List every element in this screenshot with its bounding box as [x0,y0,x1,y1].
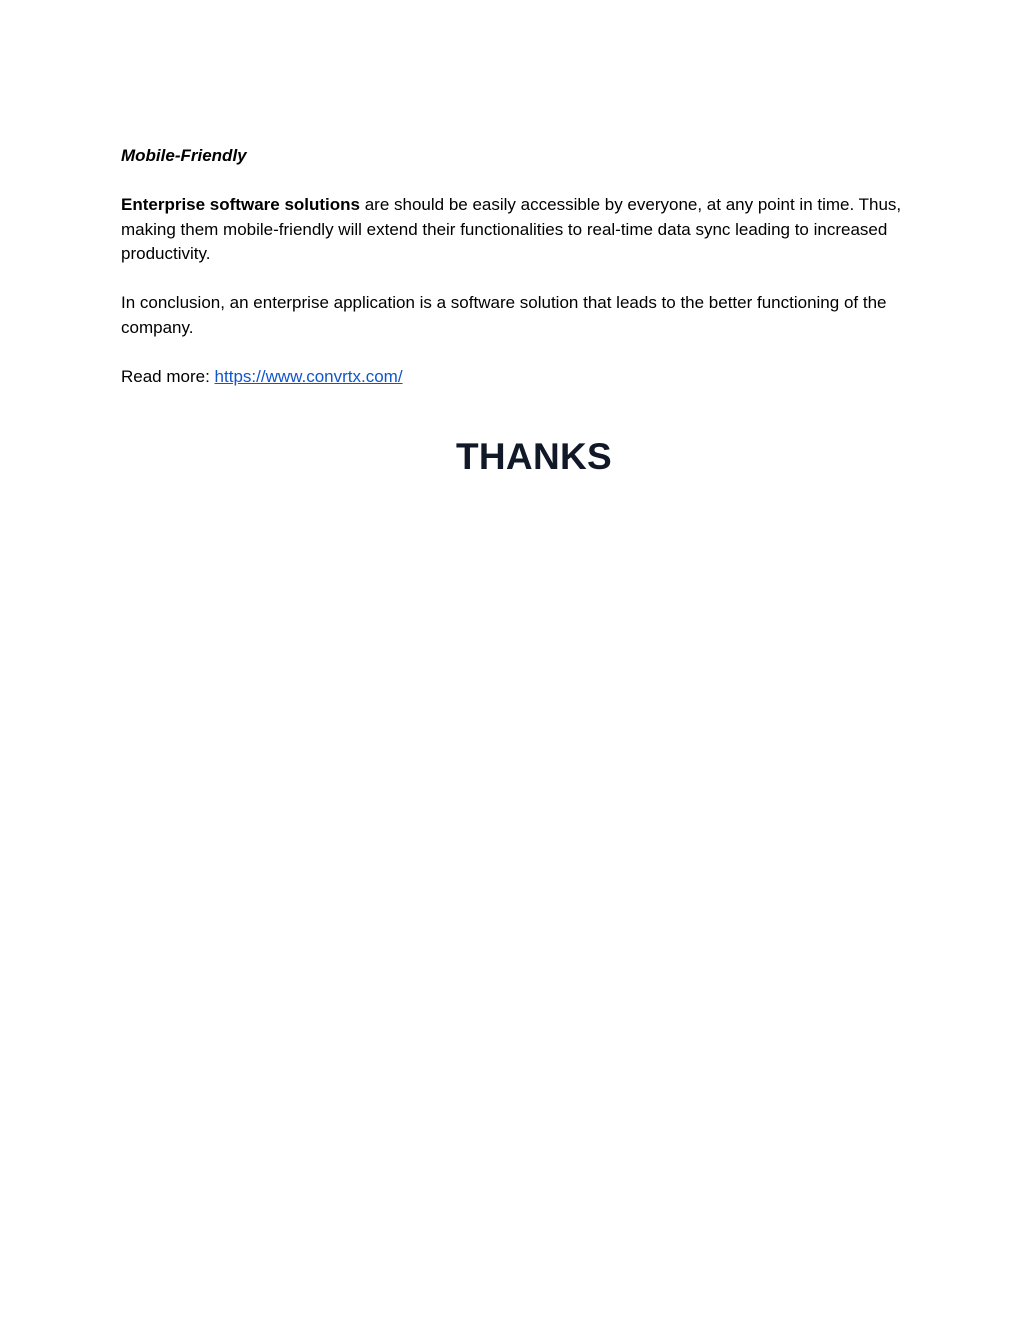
document-body [121,144,911,389]
paragraph-conclusion: In conclusion, an enterprise application is a software solution that leads to the better functioning of the company. [121,293,887,337]
section-heading: Mobile-Friendly [121,146,247,165]
closing-title: THANKS [456,436,612,477]
read-more-label: Read more: [121,366,215,386]
paragraph-mobile-friendly [121,193,911,267]
spacer [121,169,911,194]
spacer [121,267,911,292]
read-more-link[interactable]: https://www.convrtx.com/ [214,366,403,386]
read-more-line [121,365,911,390]
paragraph-body-text: are should be easily accessible by everyone, at any point in time. Thus, making them mobile-friendly will extend their functionalities to real-time data sync leading to increased productivity. [121,195,902,263]
bold-lead-text: Enterprise software solutions [121,195,360,214]
spacer [121,340,911,365]
